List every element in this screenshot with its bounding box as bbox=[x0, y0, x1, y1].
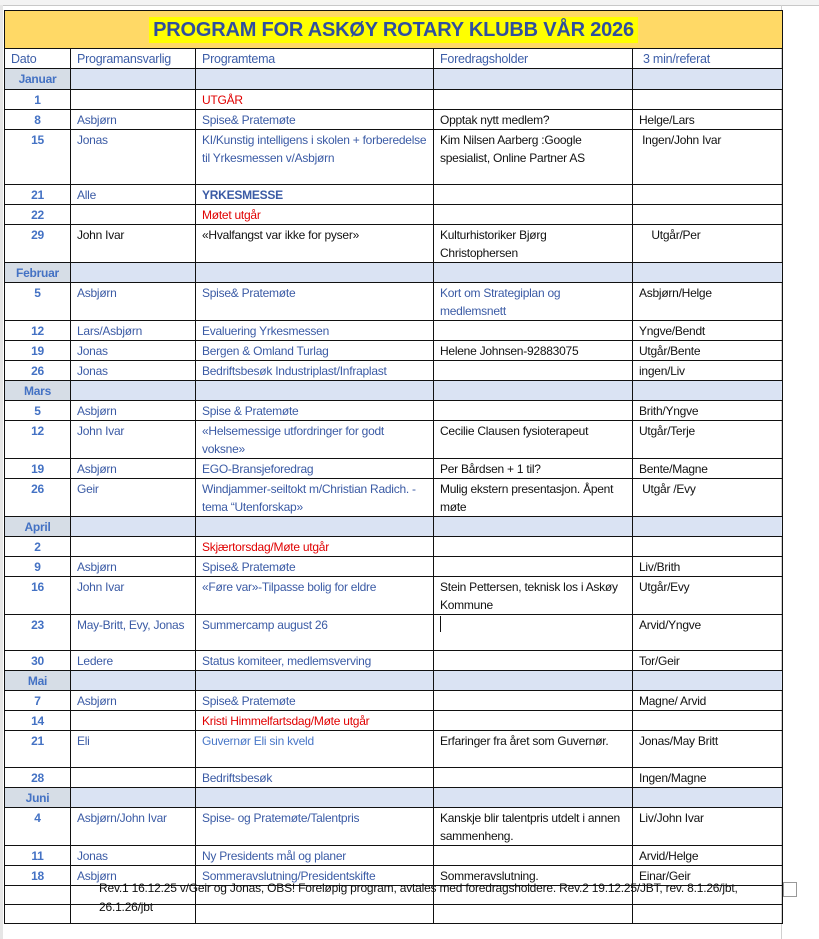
responsible-cell[interactable]: Asbjørn bbox=[71, 866, 196, 886]
theme-cell[interactable]: «Helsemessige utfordringer for godt voksne» bbox=[196, 421, 434, 459]
empty-cell[interactable] bbox=[71, 263, 196, 283]
table-row bbox=[5, 731, 783, 768]
theme-cell[interactable]: Kristi Himmelfartsdag/Møte utgår bbox=[196, 711, 434, 731]
referat-cell[interactable]: Utgår/Per bbox=[633, 225, 783, 263]
speaker-cell[interactable] bbox=[434, 185, 633, 205]
responsible-cell[interactable]: Asbjørn/John Ivar bbox=[71, 808, 196, 846]
empty-cell[interactable] bbox=[633, 671, 783, 691]
empty-cell[interactable] bbox=[434, 788, 633, 808]
table-row bbox=[5, 768, 783, 788]
speaker-cell[interactable] bbox=[434, 401, 633, 421]
theme-cell[interactable]: Spise& Pratemøte bbox=[196, 557, 434, 577]
theme-cell[interactable]: Bergen & Omland Turlag bbox=[196, 341, 434, 361]
date-cell[interactable]: 2 bbox=[5, 537, 71, 557]
header-row bbox=[5, 49, 783, 69]
speaker-cell[interactable] bbox=[434, 615, 633, 651]
date-cell[interactable]: 26 bbox=[5, 361, 71, 381]
table-row bbox=[5, 185, 783, 205]
table-row bbox=[5, 401, 783, 421]
empty-cell[interactable] bbox=[633, 788, 783, 808]
referat-cell[interactable] bbox=[633, 711, 783, 731]
table-row bbox=[5, 537, 783, 557]
referat-cell[interactable]: Jonas/May Britt bbox=[633, 731, 783, 768]
date-cell[interactable]: 16 bbox=[5, 577, 71, 615]
speaker-cell[interactable]: Mulig ekstern presentasjon. Åpent møte bbox=[434, 479, 633, 517]
speaker-cell[interactable] bbox=[434, 768, 633, 788]
speaker-cell[interactable]: Per Bårdsen + 1 til? bbox=[434, 459, 633, 479]
referat-cell[interactable]: Utgår/Evy bbox=[633, 577, 783, 615]
referat-cell[interactable]: Utgår/Bente bbox=[633, 341, 783, 361]
responsible-cell[interactable]: Asbjørn bbox=[71, 283, 196, 321]
referat-cell[interactable]: Ingen/John Ivar bbox=[633, 130, 783, 185]
date-cell[interactable]: 23 bbox=[5, 615, 71, 651]
empty-cell[interactable] bbox=[71, 671, 196, 691]
empty-cell[interactable] bbox=[633, 517, 783, 537]
theme-cell[interactable]: UTGÅR bbox=[196, 90, 434, 110]
responsible-cell[interactable]: John Ivar bbox=[71, 225, 196, 263]
date-cell[interactable]: 12 bbox=[5, 421, 71, 459]
responsible-cell[interactable] bbox=[71, 768, 196, 788]
program-table bbox=[4, 10, 783, 924]
theme-cell[interactable]: «Føre var»-Tilpasse bolig for eldre bbox=[196, 577, 434, 615]
table-row bbox=[5, 421, 783, 459]
table-row bbox=[5, 577, 783, 615]
speaker-cell[interactable] bbox=[434, 321, 633, 341]
date-cell[interactable]: 14 bbox=[5, 711, 71, 731]
empty-cell[interactable] bbox=[434, 263, 633, 283]
title-row bbox=[5, 11, 783, 49]
table-row bbox=[5, 615, 783, 651]
empty-cell[interactable] bbox=[434, 517, 633, 537]
speaker-cell[interactable] bbox=[434, 90, 633, 110]
responsible-cell[interactable] bbox=[71, 537, 196, 557]
date-cell[interactable]: 11 bbox=[5, 846, 71, 866]
date-cell[interactable]: 21 bbox=[5, 731, 71, 768]
date-cell[interactable]: 4 bbox=[5, 808, 71, 846]
responsible-cell[interactable] bbox=[71, 90, 196, 110]
responsible-cell[interactable]: Jonas bbox=[71, 130, 196, 185]
speaker-cell[interactable]: Kim Nilsen Aarberg :Google spesialist, Online Partner AS bbox=[434, 130, 633, 185]
empty-cell[interactable] bbox=[633, 69, 783, 90]
empty-cell[interactable] bbox=[5, 886, 71, 905]
layout-options-icon[interactable] bbox=[783, 882, 797, 897]
referat-cell[interactable]: Brith/Yngve bbox=[633, 401, 783, 421]
table-row bbox=[5, 225, 783, 263]
speaker-cell[interactable] bbox=[434, 691, 633, 711]
date-cell[interactable]: 26 bbox=[5, 479, 71, 517]
empty-cell[interactable] bbox=[434, 671, 633, 691]
date-cell[interactable]: 8 bbox=[5, 110, 71, 130]
speaker-cell[interactable] bbox=[434, 711, 633, 731]
month-row bbox=[5, 381, 783, 401]
table-row bbox=[5, 341, 783, 361]
theme-cell[interactable]: EGO-Bransjeforedrag bbox=[196, 459, 434, 479]
table-row bbox=[5, 110, 783, 130]
responsible-cell[interactable] bbox=[71, 711, 196, 731]
theme-cell[interactable]: «Hvalfangst var ikke for pyser» bbox=[196, 225, 434, 263]
revision-note[interactable]: Rev.1 16.12.25 v/Geir og Jonas, OBS! Foreløpig program, avtales med foredragsholdere. Rev.2 19.12.25/JBT, rev. 8.1.26/jbt, 26.1.26/jbt bbox=[99, 881, 738, 914]
empty-cell[interactable] bbox=[5, 905, 71, 924]
date-cell[interactable]: 28 bbox=[5, 768, 71, 788]
empty-cell[interactable] bbox=[71, 517, 196, 537]
table-row bbox=[5, 205, 783, 225]
empty-cell[interactable] bbox=[434, 69, 633, 90]
referat-cell[interactable]: Asbjørn/Helge bbox=[633, 283, 783, 321]
empty-cell[interactable] bbox=[71, 69, 196, 90]
speaker-cell[interactable]: Erfaringer fra året som Guvernør. bbox=[434, 731, 633, 768]
theme-cell[interactable]: Skjærtorsdag/Møte utgår bbox=[196, 537, 434, 557]
empty-cell[interactable] bbox=[196, 671, 434, 691]
date-cell[interactable]: 5 bbox=[5, 401, 71, 421]
responsible-cell[interactable]: Ledere bbox=[71, 651, 196, 671]
theme-cell[interactable]: Windjammer-seiltokt m/Christian Radich. -tema “Utenforskap» bbox=[196, 479, 434, 517]
responsible-cell[interactable]: John Ivar bbox=[71, 577, 196, 615]
responsible-cell[interactable]: Jonas bbox=[71, 341, 196, 361]
month-row bbox=[5, 788, 783, 808]
responsible-cell[interactable]: Alle bbox=[71, 185, 196, 205]
month-row bbox=[5, 517, 783, 537]
empty-cell[interactable] bbox=[196, 788, 434, 808]
header-referat[interactable]: 3 min/referat bbox=[633, 49, 783, 69]
month-label[interactable]: Januar bbox=[5, 69, 71, 90]
speaker-cell[interactable] bbox=[434, 651, 633, 671]
date-cell[interactable]: 1 bbox=[5, 90, 71, 110]
table-row bbox=[5, 130, 783, 185]
theme-cell[interactable]: Bedriftsbesøk Industriplast/Infraplast bbox=[196, 361, 434, 381]
speaker-cell[interactable] bbox=[434, 557, 633, 577]
responsible-cell[interactable] bbox=[71, 205, 196, 225]
title-cell[interactable] bbox=[5, 11, 783, 49]
table-row bbox=[5, 557, 783, 577]
header-dato[interactable]: Dato bbox=[5, 49, 71, 69]
referat-cell[interactable]: Bente/Magne bbox=[633, 459, 783, 479]
empty-cell[interactable] bbox=[196, 69, 434, 90]
theme-cell[interactable]: Bedriftsbesøk bbox=[196, 768, 434, 788]
referat-cell[interactable]: ingen/Liv bbox=[633, 361, 783, 381]
theme-cell[interactable]: Spise& Pratemøte bbox=[196, 283, 434, 321]
speaker-cell[interactable] bbox=[434, 205, 633, 225]
theme-cell[interactable]: Ny Presidents mål og planer bbox=[196, 846, 434, 866]
referat-cell[interactable]: Yngve/Bendt bbox=[633, 321, 783, 341]
responsible-cell[interactable]: Asbjørn bbox=[71, 557, 196, 577]
month-label[interactable]: Februar bbox=[5, 263, 71, 283]
theme-cell[interactable]: YRKESMESSE bbox=[196, 185, 434, 205]
responsible-cell[interactable]: Asbjørn bbox=[71, 459, 196, 479]
table-row bbox=[5, 808, 783, 846]
date-cell[interactable]: 21 bbox=[5, 185, 71, 205]
month-label[interactable]: Mars bbox=[5, 381, 71, 401]
page-title: PROGRAM FOR ASKØY ROTARY KLUBB VÅR 2026 bbox=[149, 17, 638, 43]
empty-cell[interactable] bbox=[71, 788, 196, 808]
empty-cell[interactable] bbox=[71, 381, 196, 401]
referat-cell[interactable]: Arvid/Yngve bbox=[633, 615, 783, 651]
table-row bbox=[5, 361, 783, 381]
referat-cell[interactable] bbox=[633, 537, 783, 557]
table-row bbox=[5, 846, 783, 866]
header-foredragsholder[interactable]: Foredragsholder bbox=[434, 49, 633, 69]
responsible-cell[interactable]: Geir bbox=[71, 479, 196, 517]
speaker-cell[interactable]: Opptak nytt medlem? bbox=[434, 110, 633, 130]
speaker-cell[interactable]: Kanskje blir talentpris utdelt i annen sammenheng. bbox=[434, 808, 633, 846]
theme-cell[interactable]: Summercamp august 26 bbox=[196, 615, 434, 651]
referat-cell[interactable]: Ingen/Magne bbox=[633, 768, 783, 788]
empty-cell[interactable] bbox=[196, 381, 434, 401]
table-row bbox=[5, 711, 783, 731]
referat-cell[interactable] bbox=[633, 185, 783, 205]
table-row bbox=[5, 459, 783, 479]
referat-cell[interactable]: Liv/John Ivar bbox=[633, 808, 783, 846]
table-row bbox=[5, 283, 783, 321]
empty-cell[interactable] bbox=[633, 263, 783, 283]
theme-cell[interactable]: Møtet utgår bbox=[196, 205, 434, 225]
date-cell[interactable]: 19 bbox=[5, 341, 71, 361]
theme-cell[interactable]: Spise & Pratemøte bbox=[196, 401, 434, 421]
page-left-edge bbox=[0, 5, 3, 939]
responsible-cell[interactable]: Jonas bbox=[71, 361, 196, 381]
date-cell[interactable]: 19 bbox=[5, 459, 71, 479]
referat-cell[interactable] bbox=[633, 90, 783, 110]
speaker-cell[interactable] bbox=[434, 846, 633, 866]
speaker-cell[interactable]: Cecilie Clausen fysioterapeut bbox=[434, 421, 633, 459]
header-programansvarlig[interactable]: Programansvarlig bbox=[71, 49, 196, 69]
text-cursor bbox=[440, 616, 441, 632]
theme-cell[interactable]: KI/Kunstig intelligens i skolen + forberedelse til Yrkesmessen v/Asbjørn bbox=[196, 130, 434, 185]
table-row bbox=[5, 651, 783, 671]
table-row bbox=[5, 90, 783, 110]
month-row bbox=[5, 263, 783, 283]
responsible-cell[interactable]: Asbjørn bbox=[71, 691, 196, 711]
table-row bbox=[5, 691, 783, 711]
theme-cell[interactable]: Status komiteer, medlemsverving bbox=[196, 651, 434, 671]
speaker-cell[interactable]: Kulturhistoriker Bjørg Christophersen bbox=[434, 225, 633, 263]
date-cell[interactable]: 29 bbox=[5, 225, 71, 263]
referat-cell[interactable]: Helge/Lars bbox=[633, 110, 783, 130]
month-label[interactable]: Mai bbox=[5, 671, 71, 691]
theme-cell[interactable]: Spise- og Pratemøte/Talentpris bbox=[196, 808, 434, 846]
month-row bbox=[5, 671, 783, 691]
empty-cell[interactable] bbox=[434, 381, 633, 401]
month-row bbox=[5, 69, 783, 90]
empty-cell[interactable] bbox=[196, 517, 434, 537]
referat-cell[interactable]: Utgår/Terje bbox=[633, 421, 783, 459]
responsible-cell[interactable]: Eli bbox=[71, 731, 196, 768]
date-cell[interactable]: 18 bbox=[5, 866, 71, 886]
referat-cell[interactable] bbox=[633, 205, 783, 225]
speaker-cell[interactable]: Helene Johnsen-92883075 bbox=[434, 341, 633, 361]
responsible-cell[interactable]: May-Britt, Evy, Jonas bbox=[71, 615, 196, 651]
referat-cell[interactable]: Magne/ Arvid bbox=[633, 691, 783, 711]
table-row bbox=[5, 321, 783, 341]
header-programtema[interactable]: Programtema bbox=[196, 49, 434, 69]
speaker-cell[interactable] bbox=[434, 537, 633, 557]
responsible-cell[interactable]: Asbjørn bbox=[71, 110, 196, 130]
date-cell[interactable]: 30 bbox=[5, 651, 71, 671]
date-cell[interactable]: 7 bbox=[5, 691, 71, 711]
responsible-cell[interactable]: Jonas bbox=[71, 846, 196, 866]
theme-cell[interactable]: Sommeravslutning/Presidentskifte bbox=[196, 866, 434, 886]
month-label[interactable]: Juni bbox=[5, 788, 71, 808]
responsible-cell[interactable]: Lars/Asbjørn bbox=[71, 321, 196, 341]
theme-cell[interactable]: Guvernør Eli sin kveld bbox=[196, 731, 434, 768]
speaker-cell[interactable]: Sommeravslutning. bbox=[434, 866, 633, 886]
speaker-cell[interactable]: Stein Pettersen, teknisk los i Askøy Kommune bbox=[434, 577, 633, 615]
theme-cell[interactable]: Spise& Pratemøte bbox=[196, 691, 434, 711]
referat-cell[interactable]: Tor/Geir bbox=[633, 651, 783, 671]
date-cell[interactable]: 5 bbox=[5, 283, 71, 321]
window-top-edge bbox=[0, 0, 819, 6]
date-cell[interactable]: 15 bbox=[5, 130, 71, 185]
date-cell[interactable]: 12 bbox=[5, 321, 71, 341]
date-cell[interactable]: 22 bbox=[5, 205, 71, 225]
date-cell[interactable]: 9 bbox=[5, 557, 71, 577]
table-row bbox=[5, 479, 783, 517]
speaker-cell[interactable] bbox=[434, 361, 633, 381]
responsible-cell[interactable]: Asbjørn bbox=[71, 401, 196, 421]
referat-cell[interactable]: Arvid/Helge bbox=[633, 846, 783, 866]
speaker-cell[interactable]: Kort om Strategiplan og medlemsnett bbox=[434, 283, 633, 321]
empty-cell[interactable] bbox=[633, 381, 783, 401]
month-label[interactable]: April bbox=[5, 517, 71, 537]
referat-cell[interactable]: Einar/Geir bbox=[633, 866, 783, 886]
referat-cell[interactable]: Liv/Brith bbox=[633, 557, 783, 577]
theme-cell[interactable]: Spise& Pratemøte bbox=[196, 110, 434, 130]
empty-cell[interactable] bbox=[196, 263, 434, 283]
referat-cell[interactable]: Utgår /Evy bbox=[633, 479, 783, 517]
theme-cell[interactable]: Evaluering Yrkesmessen bbox=[196, 321, 434, 341]
responsible-cell[interactable]: John Ivar bbox=[71, 421, 196, 459]
